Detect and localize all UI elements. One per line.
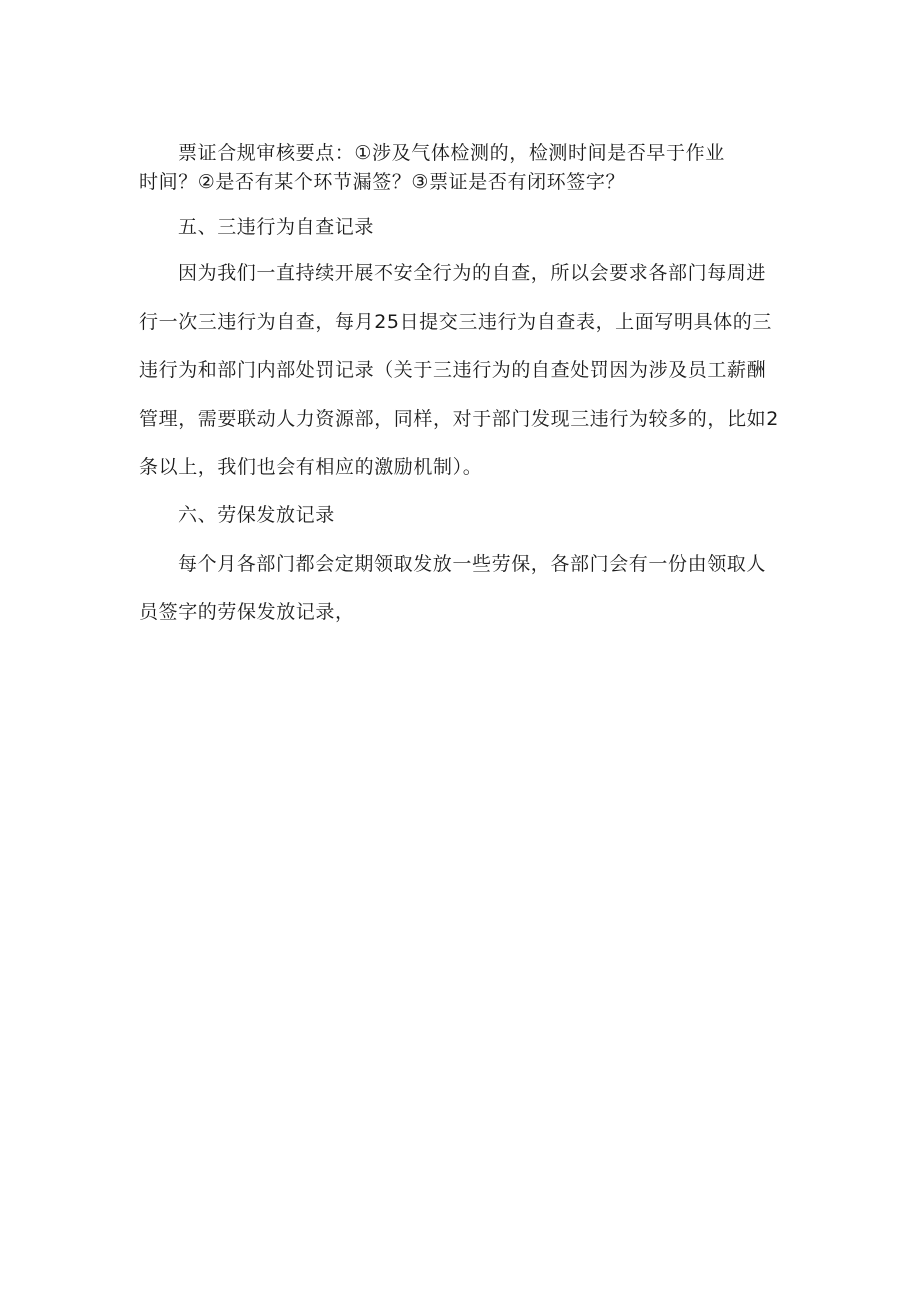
paragraph-line: 行一次三违行为自查，每月25日提交三违行为自查表，上面写明具体的三: [139, 311, 772, 333]
paragraph-line: 每个月各部门都会定期领取发放一些劳保，各部门会有一份由领取人: [178, 553, 767, 575]
paragraph-line: 管理，需要联动人力资源部，同样，对于部门发现三违行为较多的，比如2: [139, 408, 779, 430]
paragraph-line: 员签字的劳保发放记录，: [139, 601, 355, 623]
paragraph-line: 票证合规审核要点：①涉及气体检测的，检测时间是否早于作业: [178, 142, 725, 164]
paragraph-line: 时间？②是否有某个环节漏签？③票证是否有闭环签字？: [139, 171, 626, 193]
paragraph-line: 条以上，我们也会有相应的激励机制）。: [139, 456, 483, 478]
paragraph-line: 因为我们一直持续开展不安全行为的自查，所以会要求各部门每周进: [178, 262, 767, 284]
paragraph-line: 违行为和部门内部处罚记录（关于三违行为的自查处罚因为涉及员工薪酬: [139, 359, 767, 381]
section-heading: 五、三违行为自查记录: [178, 216, 375, 238]
section-heading: 六、劳保发放记录: [178, 504, 335, 526]
